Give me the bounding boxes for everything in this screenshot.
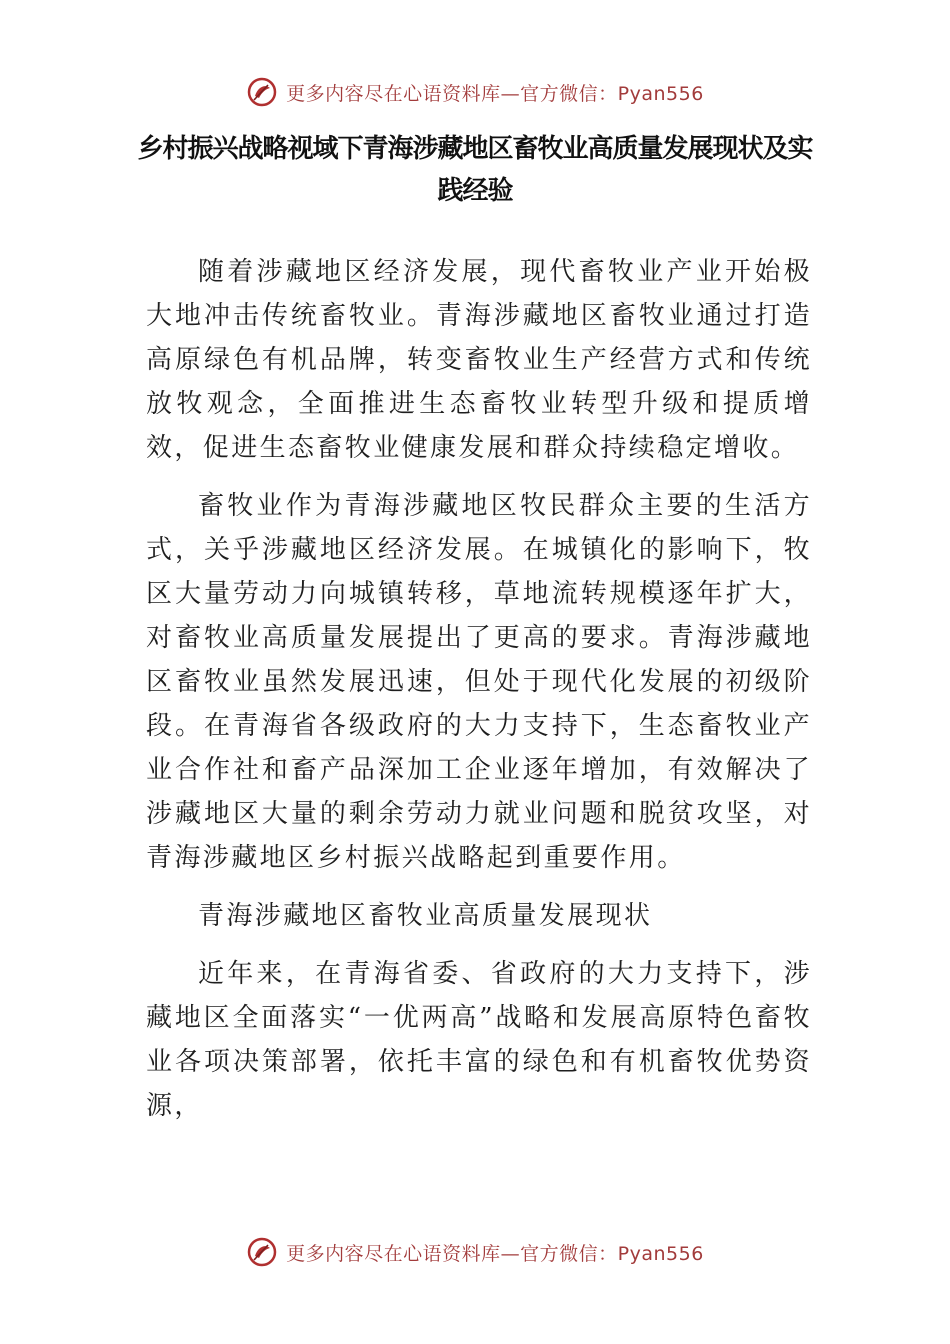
- banner-text: 更多内容尽在心语资料库—官方微信：Pyan556: [286, 1242, 704, 1265]
- document-body: [146, 250, 812, 1142]
- header-banner: [0, 72, 950, 112]
- paragraph: 近年来，在青海省委、省政府的大力支持下，涉藏地区全面落实“一优两高”战略和发展高原特色畜牧业各项决策部署，依托丰富的绿色和有机畜牧优势资源，: [146, 959, 812, 1121]
- logo-icon: [246, 76, 278, 108]
- paragraph: 畜牧业作为青海涉藏地区牧民群众主要的生活方式，关乎涉藏地区经济发展。在城镇化的影响下，牧区大量劳动力向城镇转移，草地流转规模逐年扩大，对畜牧业高质量发展提出了更高的要求。青海涉藏地区畜牧业虽然发展迅速，但处于现代化发展的初级阶段。在青海省各级政府的大力支持下，生态畜牧业产业合作社和畜产品深加工企业逐年增加，有效解决了涉藏地区大量的剩余劳动力就业问题和脱贫攻坚，对青海涉藏地区乡村振兴战略起到重要作用。: [146, 491, 812, 873]
- paragraph: 随着涉藏地区经济发展，现代畜牧业产业开始极大地冲击传统畜牧业。青海涉藏地区畜牧业通过打造高原绿色有机品牌，转变畜牧业生产经营方式和传统放牧观念，全面推进生态畜牧业转型升级和提质增效，促进生态畜牧业健康发展和群众持续稳定增收。: [146, 257, 812, 463]
- document-title: 乡村振兴战略视域下青海涉藏地区畜牧业高质量发展现状及实践经验: [137, 134, 813, 206]
- logo-icon: [246, 1236, 278, 1268]
- footer-banner: [0, 1232, 950, 1272]
- banner-text: 更多内容尽在心语资料库—官方微信：Pyan556: [286, 82, 704, 105]
- section-heading: 青海涉藏地区畜牧业高质量发展现状: [198, 901, 653, 931]
